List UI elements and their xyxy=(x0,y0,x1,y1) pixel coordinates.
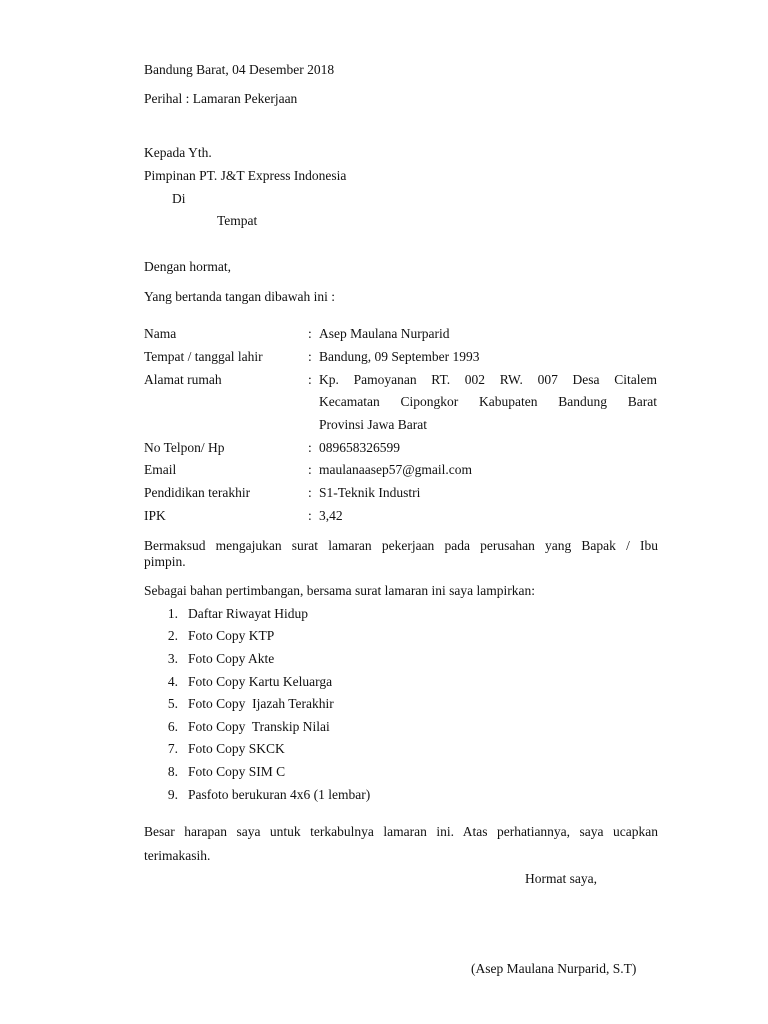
greeting: Dengan hormat, xyxy=(144,259,231,274)
field-label-education: Pendidikan terakhir xyxy=(144,485,251,500)
recipient-name: Pimpinan PT. J&T Express Indonesia xyxy=(144,168,347,183)
recipient-place: Tempat xyxy=(217,213,258,228)
field-value-birth: Bandung, 09 September 1993 xyxy=(319,349,480,364)
field-colon: : xyxy=(308,372,312,387)
closing-paragraph-line2: terimakasih. xyxy=(144,848,211,863)
field-label-address: Alamat rumah xyxy=(144,372,222,387)
field-label-gpa: IPK xyxy=(144,508,166,523)
list-item: Foto Copy Transkip Nilai xyxy=(188,719,330,734)
recipient-salutation: Kepada Yth. xyxy=(144,145,212,160)
list-number: 6. xyxy=(167,719,178,734)
recipient-di: Di xyxy=(172,191,186,206)
list-number: 7. xyxy=(167,741,178,756)
attachments-intro: Sebagai bahan pertimbangan, bersama surat lamaran ini saya lampirkan: xyxy=(144,583,535,598)
field-colon: : xyxy=(308,440,312,455)
purpose-paragraph-line2: pimpin. xyxy=(144,554,186,569)
field-colon: : xyxy=(308,326,312,341)
list-number: 2. xyxy=(167,628,178,643)
list-number: 8. xyxy=(167,764,178,779)
field-value-education: S1-Teknik Industri xyxy=(319,485,421,500)
list-number: 9. xyxy=(167,787,178,802)
intro-text: Yang bertanda tangan dibawah ini : xyxy=(144,289,335,304)
place-date: Bandung Barat, 04 Desember 2018 xyxy=(144,62,335,77)
list-item: Foto Copy SKCK xyxy=(188,741,285,756)
signature-regards: Hormat saya, xyxy=(525,871,597,886)
list-item: Foto Copy SIM C xyxy=(188,764,286,779)
field-colon: : xyxy=(308,485,312,500)
field-value-gpa: 3,42 xyxy=(319,508,343,523)
list-number: 4. xyxy=(167,674,178,689)
field-label-email: Email xyxy=(144,462,177,477)
closing-paragraph-line1: Besar harapan saya untuk terkabulnya lamaran ini. Atas perhatiannya, saya ucapkan xyxy=(144,824,658,839)
field-value-address-line1: Kp. Pamoyanan RT. 002 RW. 007 Desa Citalem xyxy=(319,372,657,387)
field-label-birth: Tempat / tanggal lahir xyxy=(144,349,263,364)
list-number: 5. xyxy=(167,696,178,711)
list-item: Pasfoto berukuran 4x6 (1 lembar) xyxy=(188,787,371,802)
field-value-name: Asep Maulana Nurparid xyxy=(319,326,450,341)
purpose-paragraph-line1: Bermaksud mengajukan surat lamaran pekerjaan pada perusahan yang Bapak / Ibu xyxy=(144,538,658,553)
field-value-address-line3: Provinsi Jawa Barat xyxy=(319,417,427,432)
list-item: Foto Copy Akte xyxy=(188,651,275,666)
subject-line: Perihal : Lamaran Pekerjaan xyxy=(144,91,298,106)
list-item: Foto Copy Ijazah Terakhir xyxy=(188,696,334,711)
field-colon: : xyxy=(308,349,312,364)
field-value-email: maulanaasep57@gmail.com xyxy=(319,462,473,477)
field-label-phone: No Telpon/ Hp xyxy=(144,440,225,455)
field-colon: : xyxy=(308,508,312,523)
field-value-phone: 089658326599 xyxy=(319,440,400,455)
list-item: Foto Copy KTP xyxy=(188,628,275,643)
list-number: 3. xyxy=(167,651,178,666)
signature-name: (Asep Maulana Nurparid, S.T) xyxy=(471,961,637,976)
field-colon: : xyxy=(308,462,312,477)
field-label-name: Nama xyxy=(144,326,177,341)
list-item: Daftar Riwayat Hidup xyxy=(188,606,308,621)
field-value-address-line2: Kecamatan Cipongkor Kabupaten Bandung Barat xyxy=(319,394,657,409)
list-item: Foto Copy Kartu Keluarga xyxy=(188,674,333,689)
list-number: 1. xyxy=(167,606,178,621)
